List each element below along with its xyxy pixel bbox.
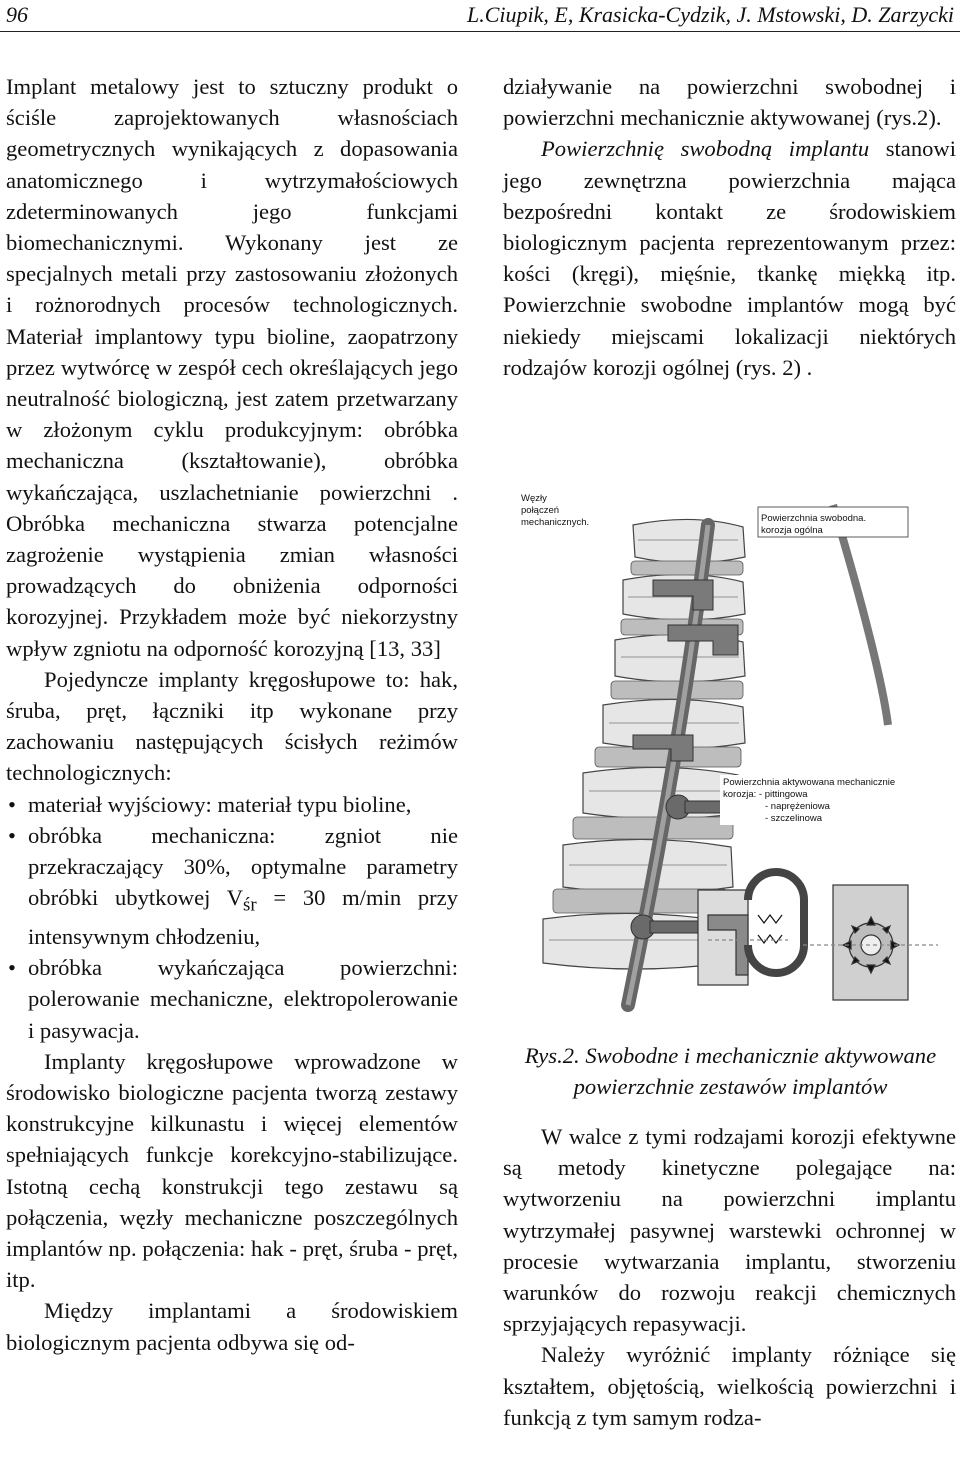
paragraph: Implant metalowy jest to sztuczny produkt o ściśle zaprojektowanych własnościach geometrycznych wynikających z dopasowania anatomicznego i wytrzymałościowych zdeterminowanych jego funkcjami biomechanicznymi. Wykonany jest ze specjalnych metali przy zastosowaniu złożonych i rożnorodnych procesów technologicznych. Materiał implantowy typu bioline, zaopatrzony przez wytwórcę w zespół cech określających jego neutralność biologiczną, jest zatem przetwarzany w złożonym cyklu produkcyjnym: obróbka mechaniczna (kształtowanie), obróbka wykańczająca, uszlachetnianie powierzchni . Obróbka mechaniczna stwarza potencjalne zagrożenie wystąpienia zmian własności prowadzących do obniżenia odporności korozyjnej. Przykładem może być niekorzystny wpływ zgniotu na odporność korozyjną [13, 33] bbox=[6, 74, 458, 661]
list-item: • obróbka mechaniczna: zgniot nie przekraczający 30%, optymalne parametry obróbki ubytkowej $V_{śr} = 30$ m/min przy intensywnym chłodzeniu, bbox=[6, 820, 458, 952]
paragraph: działywanie na powierzchni swobodnej i powierzchni mechanicznie aktywowanej (rys.2). bbox=[503, 74, 956, 131]
spine-illustration bbox=[503, 485, 958, 1045]
label-nodes-line1: Węzły bbox=[521, 493, 547, 504]
paragraph: Implanty kręgosłupowe wprowadzone w środowisko biologiczne pacjenta tworzą zestawy konstrukcyjne kilkunastu i więcej elementów spełniających funkcje korekcyjno-stabilizujące. Istotną cechą konstrukcji tego zestawu są połączenia, węzły mechaniczne poszczególnych implantów np. połączenia: hak - pręt, śruba - pręt, itp. bbox=[6, 1048, 458, 1293]
label-free-line2: korozja ogólna bbox=[761, 525, 823, 536]
label-active-line3: - naprężeniowa bbox=[765, 801, 830, 812]
left-column bbox=[6, 71, 458, 1358]
bullet-icon: • bbox=[8, 791, 16, 817]
label-nodes-line3: mechanicznych. bbox=[521, 517, 590, 528]
paragraph: Powierzchnię swobodną implantu stanowi jego zewnętrzna powierzchnia mająca bezpośredni kontakt ze środowiskiem biologicznym pacjenta reprezentowanym przez: kości (kręgi), mięśnie, tkankę miękką itp. Powierzchnie swobodne implantów mogą być niekiedy miejscami lokalizacji niektórych rodzajów korozji ogólnej (rys. 2) . bbox=[503, 136, 957, 380]
running-authors: L.Ciupik, E, Krasicka-Cydzik, J. Mstowski, D. Zarzycki bbox=[466, 2, 954, 27]
right-column-top bbox=[503, 71, 956, 383]
page-number: 96 bbox=[6, 2, 28, 27]
list-item: • obróbka wykańczająca powierzchni: polerowanie mechaniczne, elektropolerowanie i pasywacja. bbox=[6, 952, 458, 1046]
label-active-line1: Powierzchnia aktywowana mechanicznie bbox=[723, 777, 896, 788]
label-free-line1: Powierzchnia swobodna. bbox=[761, 513, 867, 524]
paragraph: Między implantami a środowiskiem biologicznym pacjenta odbywa się od- bbox=[6, 1298, 458, 1355]
label-nodes-line2: połączeń bbox=[521, 505, 560, 516]
label-active-line2: korozja: - pittingowa bbox=[723, 789, 808, 800]
figure-caption: Rys.2. Swobodne i mechanicznie aktywowane powierzchnie zestawów implantów bbox=[524, 1043, 937, 1099]
list-item: • materiał wyjściowy: materiał typu bioline, bbox=[6, 789, 458, 820]
requirements-list bbox=[6, 789, 458, 1046]
right-column-bottom bbox=[503, 1121, 956, 1433]
detail-screw-joint bbox=[803, 885, 938, 1000]
emphasis: Powierzchnię swobodną implantu bbox=[541, 136, 870, 162]
figure-spine-implants bbox=[503, 485, 958, 1045]
page-header bbox=[0, 0, 960, 34]
paragraph: W walce z tymi rodzajami korozji efektywne są metody kinetyczne polegające na: wytworzeniu na powierzchni implantu wytrzymałej pasywnej warstewki ochronnej w procesie wytwarzania implantu, stworzeniu warunków do rozwoju reakcji chemicznych sprzyjających repasywacji. bbox=[503, 1124, 956, 1337]
paragraph: Należy wyróżnić implanty różniące się kształtem, objętością, wielkością powierzchni i funkcją z tym samym rodza- bbox=[503, 1342, 956, 1430]
bullet-icon: • bbox=[8, 955, 16, 981]
subscript: śr bbox=[243, 894, 257, 916]
bullet-icon: • bbox=[8, 822, 16, 848]
paragraph: Pojedyncze implanty kręgosłupowe to: hak, śruba, pręt, łączniki itp wykonane przy zachowaniu następujących ścisłych reżimów technologicznych: bbox=[6, 666, 458, 786]
label-active-line4: - szczelinowa bbox=[765, 813, 823, 824]
header-rule bbox=[0, 31, 960, 32]
